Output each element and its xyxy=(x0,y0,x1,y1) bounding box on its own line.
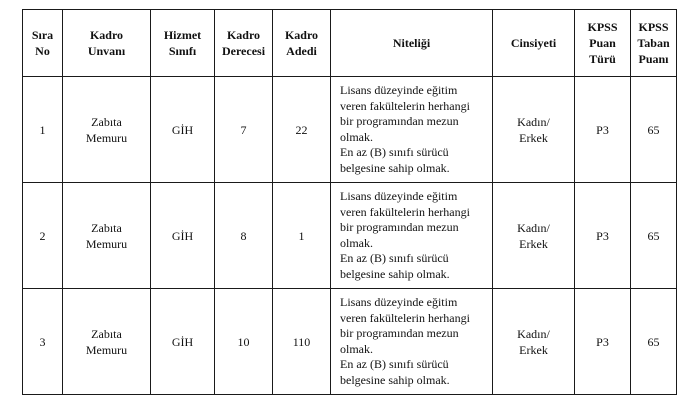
cell-kpss-taban-puani: 65 xyxy=(631,289,677,395)
table-row xyxy=(23,77,677,183)
header-niteligi: Niteliği xyxy=(331,10,493,77)
cell-kadro-adedi: 110 xyxy=(273,289,331,395)
cell-niteligi: Lisans düzeyinde eğitim veren fakültelerin herhangi bir programından mezun olmak. En az (B) sınıfı sürücü belgesine sahip olmak. xyxy=(331,289,493,395)
cell-cinsiyeti: Kadın/ Erkek xyxy=(493,183,575,289)
cell-kadro-adedi: 22 xyxy=(273,77,331,183)
cell-cinsiyeti: Kadın/ Erkek xyxy=(493,77,575,183)
cell-niteligi: Lisans düzeyinde eğitim veren fakültelerin herhangi bir programından mezun olmak. En az (B) sınıfı sürücü belgesine sahip olmak. xyxy=(331,77,493,183)
table-wrapper xyxy=(22,9,677,395)
table-row xyxy=(23,289,677,395)
header-kpss-taban-puani: KPSS Taban Puanı xyxy=(631,10,677,77)
header-sira-no: Sıra No xyxy=(23,10,63,77)
cell-kadro-unvani: Zabıta Memuru xyxy=(63,289,151,395)
cell-sira-no: 3 xyxy=(23,289,63,395)
cell-kadro-derecesi: 7 xyxy=(215,77,273,183)
cell-niteligi: Lisans düzeyinde eğitim veren fakültelerin herhangi bir programından mezun olmak. En az (B) sınıfı sürücü belgesine sahip olmak. xyxy=(331,183,493,289)
cell-kpss-taban-puani: 65 xyxy=(631,77,677,183)
cell-kadro-unvani: Zabıta Memuru xyxy=(63,183,151,289)
header-row xyxy=(23,10,677,77)
cell-hizmet-sinifi: GİH xyxy=(151,183,215,289)
cell-kadro-derecesi: 10 xyxy=(215,289,273,395)
header-kadro-derecesi: Kadro Derecesi xyxy=(215,10,273,77)
cell-sira-no: 2 xyxy=(23,183,63,289)
header-kpss-puan-turu: KPSS Puan Türü xyxy=(575,10,631,77)
cell-kadro-adedi: 1 xyxy=(273,183,331,289)
cell-kpss-puan-turu: P3 xyxy=(575,77,631,183)
cell-hizmet-sinifi: GİH xyxy=(151,77,215,183)
cell-cinsiyeti: Kadın/ Erkek xyxy=(493,289,575,395)
cell-kadro-unvani: Zabıta Memuru xyxy=(63,77,151,183)
cell-kpss-puan-turu: P3 xyxy=(575,183,631,289)
cell-kpss-puan-turu: P3 xyxy=(575,289,631,395)
header-kadro-adedi: Kadro Adedi xyxy=(273,10,331,77)
cell-kpss-taban-puani: 65 xyxy=(631,183,677,289)
table-row xyxy=(23,183,677,289)
kadro-table xyxy=(22,9,677,395)
header-hizmet-sinifi: Hizmet Sınıfı xyxy=(151,10,215,77)
cell-sira-no: 1 xyxy=(23,77,63,183)
header-cinsiyeti: Cinsiyeti xyxy=(493,10,575,77)
cell-kadro-derecesi: 8 xyxy=(215,183,273,289)
header-kadro-unvani: Kadro Unvanı xyxy=(63,10,151,77)
cell-hizmet-sinifi: GİH xyxy=(151,289,215,395)
